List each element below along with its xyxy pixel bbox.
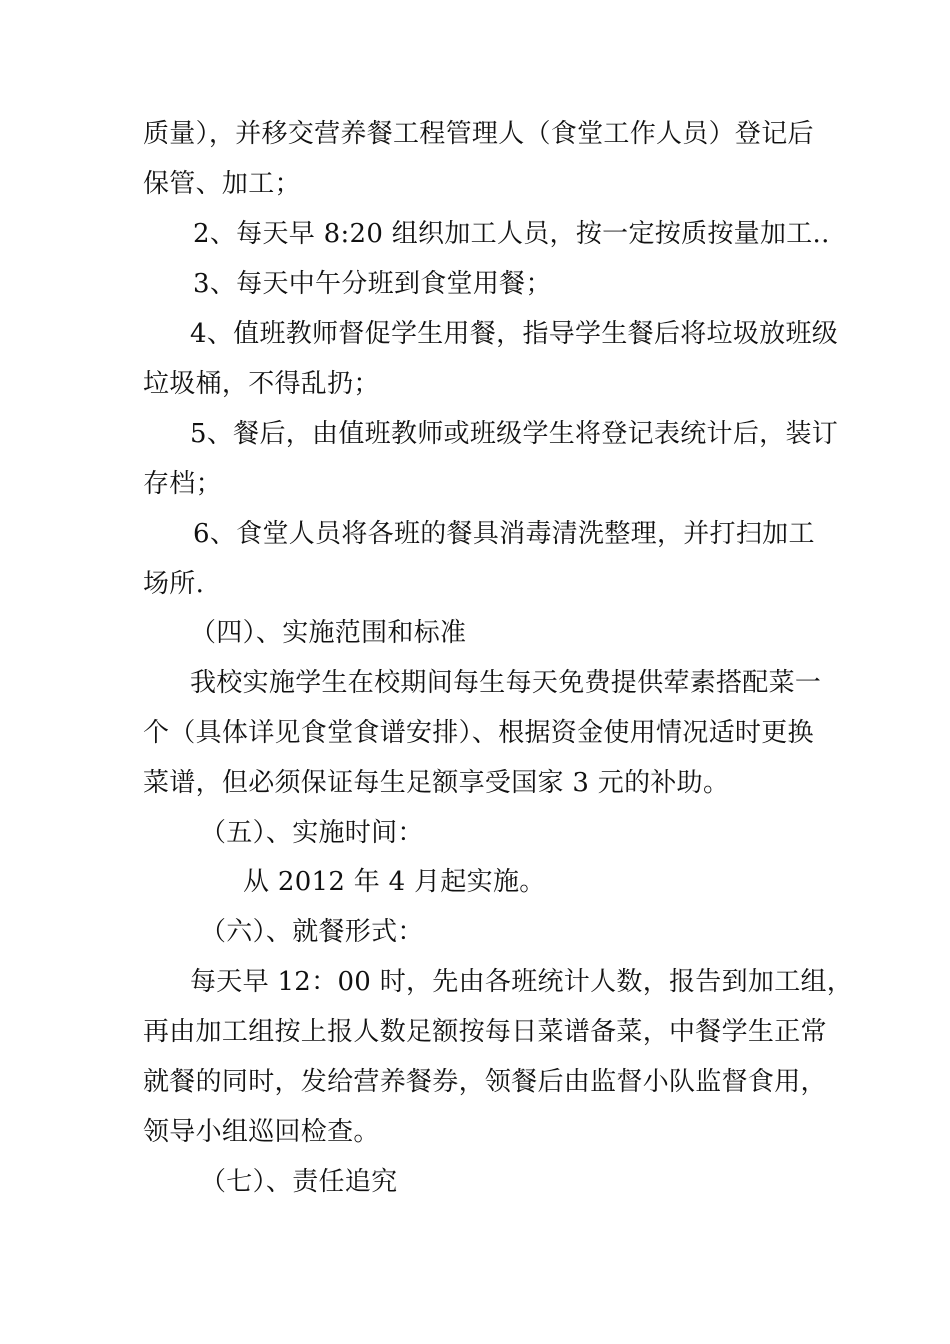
list-item-5-continued: 存档； (143, 469, 222, 499)
list-item-6-continued: 场所. (143, 569, 205, 599)
list-item-6: 6、食堂人员将各班的餐具消毒清洗整理，并打扫加工 (193, 519, 815, 549)
paragraph-line: 就餐的同时，发给营养餐券，领餐后由监督小队监督食用， (143, 1067, 827, 1097)
list-item-3: 3、每天中午分班到食堂用餐； (193, 269, 552, 299)
paragraph-line: 领导小组巡回检查。 (143, 1117, 380, 1147)
list-item-2: 2、每天早 8:20 组织加工人员，按一定按质按量加工.. (193, 219, 830, 249)
paragraph-line: 菜谱，但必须保证每生足额享受国家 3 元的补助。 (143, 768, 730, 798)
list-item-4: 4、值班教师督促学生用餐，指导学生餐后将垃圾放班级 (190, 319, 839, 349)
paragraph-line: 再由加工组按上报人数足额按每日菜谱备菜，中餐学生正常 (143, 1017, 827, 1047)
list-item-5: 5、餐后，由值班教师或班级学生将登记表统计后，装订 (190, 419, 839, 449)
paragraph-line: 个（具体详见食堂食谱安排）、根据资金使用情况适时更换 (143, 718, 814, 748)
paragraph-line: 质量），并移交营养餐工程管理人（食堂工作人员）登记后 (143, 119, 814, 149)
section-heading-6: （六）、就餐形式： (200, 917, 424, 947)
paragraph-line: 每天早 12：00 时，先由各班统计人数，报告到加工组， (190, 967, 854, 997)
paragraph-line: 从 2012 年 4 月起实施。 (243, 867, 546, 897)
list-item-4-continued: 垃圾桶，不得乱扔； (143, 369, 380, 399)
section-heading-5: （五）、实施时间： (200, 818, 424, 848)
section-heading-7: （七）、责任追究 (200, 1167, 398, 1197)
paragraph-line: 我校实施学生在校期间每生每天免费提供荤素搭配菜一 (190, 668, 822, 698)
paragraph-line: 保管、加工； (143, 169, 301, 199)
section-heading-4: （四）、实施范围和标准 (190, 618, 467, 648)
